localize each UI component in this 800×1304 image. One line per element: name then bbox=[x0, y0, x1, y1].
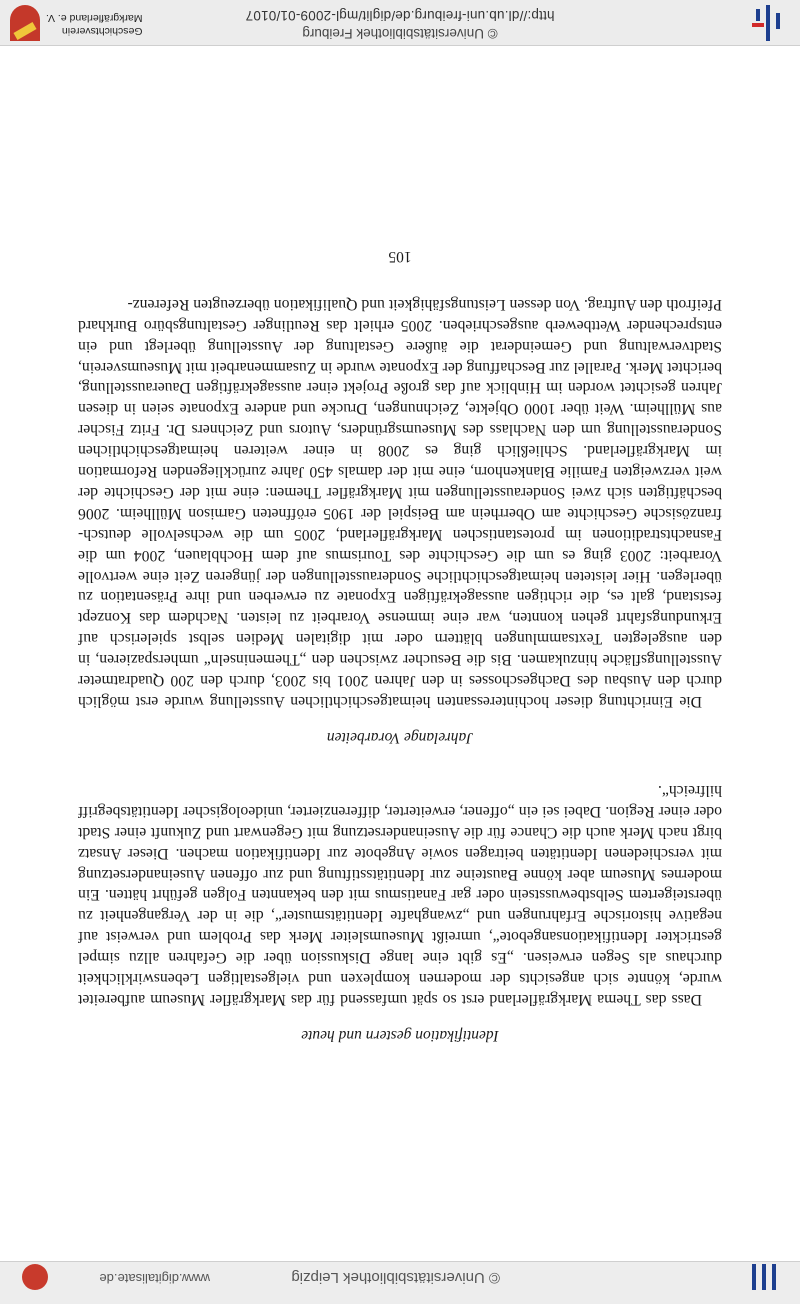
section-heading-vorarbeiten: Jahrelange Vorarbeiten bbox=[326, 729, 474, 747]
page-number: 105 bbox=[388, 247, 412, 265]
society-name-line1: Geschichtsverein bbox=[61, 25, 143, 37]
society-name-line2: Markgräflerland e. V. bbox=[46, 12, 143, 24]
society-name bbox=[46, 11, 143, 37]
shield-icon bbox=[10, 5, 40, 41]
paragraph-vorarbeiten: Die Einrichtung dieser hochinteressanten heimatgeschichtlichen Ausstellung wurde erst möglich durch den Ausbau des Dachgeschosses in den Jahren 2001 bis 2003, durch den 200 Quadratmeter Ausstellungsfläche hinzukamen. Bis die Besucher zwischen den „Themeninseln“ umherspazieren, in den ausgelegten Textsammlungen blättern oder mit digitalen Medien selbst spielerisch auf Erkundungsfahrt gehen konnten, war eine immense Vorarbeit zu leisten. Nachdem das Konzept feststand, galt es, die richtigen aussagekräftigen Exponate zu erwerben und ihre Präsentation zu überlegen. Hier leisteten heimatgeschichtliche Sonderausstellungen der jüngeren Zeit eine wertvolle Vorarbeit: 2003 ging es um die Geschichte des Tourismus auf dem Hochblauen, 2004 um die Fasnachtstraditionen im protestantischen Markgräflerland, 2005 um die wechselvolle deutsch-französische Geschichte am Oberrhein am Beispiel der 1905 eröffneten Garnison Müllheim. 2006 beschäftigten sich zwei Sonderausstellungen mit Markgräfler Themen: eine mit der Geschichte der weit verzweigten Familie Blankenhorn, eine mit der damals 450 Jahre zurückliegenden Reformation im Markgräflerland. Schließlich ging es 2008 in einer weiteren heimatgeschichtlichen Sonderausstellung um den Nachlass des Museumsgründers, Autors und Zeichners Dr. Fritz Fischer aus Müllheim. Weit über 1000 Objekte, Zeichnungen, Drucke und andere Exponate seien in diesen Jahren gesichtet worden im Hinblick auf das große Projekt einer aussagekräftigen Dauerausstellung, berichtet Merk. Parallel zur Beschaffung der Exponate wurde in Zusammenarbeit mit Museumsverein, Stadtverwaltung und Gemeinderat die äußere Gestaltung der Ausstellung überlegt und ein entsprechender Wettbewerb ausgeschrieben. 2005 erhielt das Reutlinger Gestaltungsbüro Burkhard Pfeifroth den Auftrag. Von dessen Leistungsfähigkeit und Qualifikation überzeugten Referenz- bbox=[78, 295, 722, 711]
library-logo-icon bbox=[746, 1264, 780, 1290]
top-banner-right-text: www.digitalisate.de bbox=[99, 1271, 210, 1286]
top-banner bbox=[0, 1261, 800, 1304]
document-url-link[interactable]: http://dl.ub.uni-freiburg.de/diglit/mgl-2009-01/0107 bbox=[245, 8, 555, 23]
bottom-banner bbox=[0, 0, 800, 46]
section-heading-identifikation: Identifikation gestern und heute bbox=[301, 1027, 499, 1044]
library-credit: © Universitätsbibliothek Freiburg bbox=[302, 26, 498, 41]
document-body bbox=[78, 247, 722, 1044]
top-banner-library-text: © Universitätsbibliothek Leipzig bbox=[291, 1269, 500, 1286]
paragraph-identifikation: Dass das Thema Markgräflerland erst so spät umfassend für das Markgräfler Museum aufbereitet wurde, könnte sich angesichts der modernen komplexen und vielgestaltigen Lebenswirklichkeit durchaus als Segen erweisen. „Es gibt eine lange Diskussion über die Gefahren allzu simpel gestrickter Identifikationsangebote“, umreißt Museumsleiter Merk das Problem und verweist auf negative historische Erfahrungen und „zwanghafte Identitätsmuster“, die in der Vergangenheit zu übersteigertem Selbstbewusstsein oder gar Fanatismus mit den bekannten Folgen geführt hätten. Ein modernes Museum aber könne Bausteine zur Identitätsstiftung und zur offenen Auseinandersetzung mit verschiedenen Identitäten beitragen sowie Angebote zur Identifikation machen. Dieser Ansatz birgt nach Merk auch die Chance für die Auseinandersetzung mit Gegenwart und Zukunft einer Stadt oder einer Region. Dabei sei ein „offener, erweiterter, differenzierter, unideologischer Identitätsbegriff hilfreich“. bbox=[78, 781, 722, 1008]
coat-of-arms-icon bbox=[22, 1264, 48, 1290]
society-logo bbox=[10, 3, 144, 41]
